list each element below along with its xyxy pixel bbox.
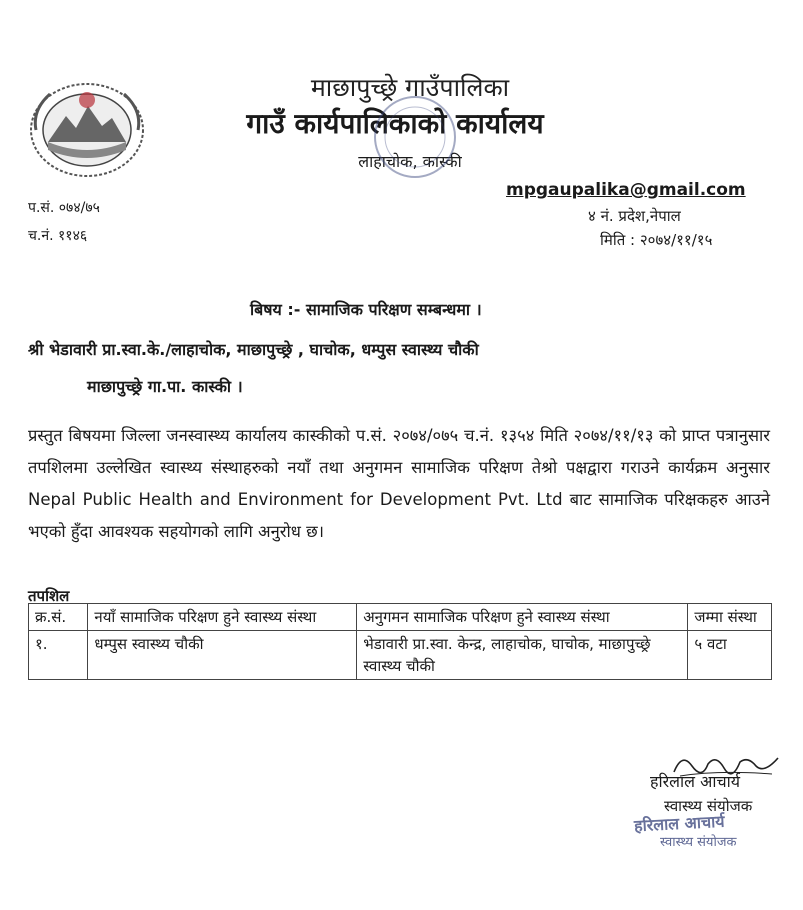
details-table [28, 603, 772, 680]
signatory-role: स्वास्थ्य संयोजक [664, 797, 753, 815]
cell-monitoring-audit: भेडावारी प्रा.स्वा. केन्द्र, लाहाचोक, घाचोक, माछापुच्छ्रे स्वास्थ्य चौकी [357, 631, 688, 680]
header-monitoring-audit: अनुगमन सामाजिक परिक्षण हुने स्वास्थ्य संस्था [357, 604, 688, 631]
table-header-row [29, 604, 772, 631]
addressee-line-1: श्री भेडावारी प्रा.स्वा.के./लाहाचोक, माछापुच्छ्रे , घाचोक, धम्पुस स्वास्थ्य चौकी [28, 340, 479, 359]
header-total: जम्मा संस्था [688, 604, 772, 631]
signatory-name: हरिलाल आचार्य [650, 772, 741, 791]
office-title: गाउँ कार्यपालिकाको कार्यालय [246, 107, 544, 140]
letter-body: प्रस्तुत बिषयमा जिल्ला जनस्वास्थ्य कार्यालय कास्कीको प.सं. २०७४/०७५ च.नं. १३५४ मिति २०७४/११/१३ को प्राप्त पत्रानुसार तपशिलमा उल्लेखित स्वास्थ्य संस्थाहरुको नयाँ तथा अनुगमन सामाजिक परिक्षण तेश्रो पक्षद्वारा गराउने कार्यक्रम अनुसार Nepal Public Health and Environment for Development Pvt. Ltd बाट सामाजिक परिक्षकहरु आउने भएको हुँदा आवश्यक सहयोगको लागि अनुरोध छ। [28, 426, 770, 541]
header-serial: क्र.सं. [29, 604, 88, 631]
email-address: mpgaupalika@gmail.com [506, 180, 746, 200]
cell-serial: १. [29, 631, 88, 680]
letter-date: मिति : २०७४/११/१५ [600, 231, 713, 249]
cell-new-audit: धम्पुस स्वास्थ्य चौकी [88, 631, 357, 680]
office-location: लाहाचोक, कास्की [358, 152, 462, 171]
signature-stamp-name: हरिलाल आचार्य [633, 811, 725, 836]
office-name: माछापुच्छ्रे गाउँपालिका [310, 73, 510, 102]
addressee-line-2: माछापुच्छ्रे गा.पा. कास्की । [87, 377, 243, 396]
nepal-emblem-logo [28, 80, 146, 180]
reference-number: प.सं. ०७४/७५ [28, 200, 100, 216]
signature-stamp-role: स्वास्थ्य संयोजक [660, 835, 737, 850]
cell-total: ५ वटा [688, 631, 772, 680]
province-address: ४ नं. प्रदेश,नेपाल [588, 207, 681, 225]
table-heading: तपशिल [28, 587, 70, 605]
office-seal-stamp [370, 92, 460, 182]
table-row [29, 631, 772, 680]
header-new-audit: नयाँ सामाजिक परिक्षण हुने स्वास्थ्य संस्था [88, 604, 357, 631]
subject-line: बिषय :- सामाजिक परिक्षण सम्बन्धमा । [250, 300, 482, 319]
dispatch-number: च.नं. ११४६ [28, 228, 88, 244]
